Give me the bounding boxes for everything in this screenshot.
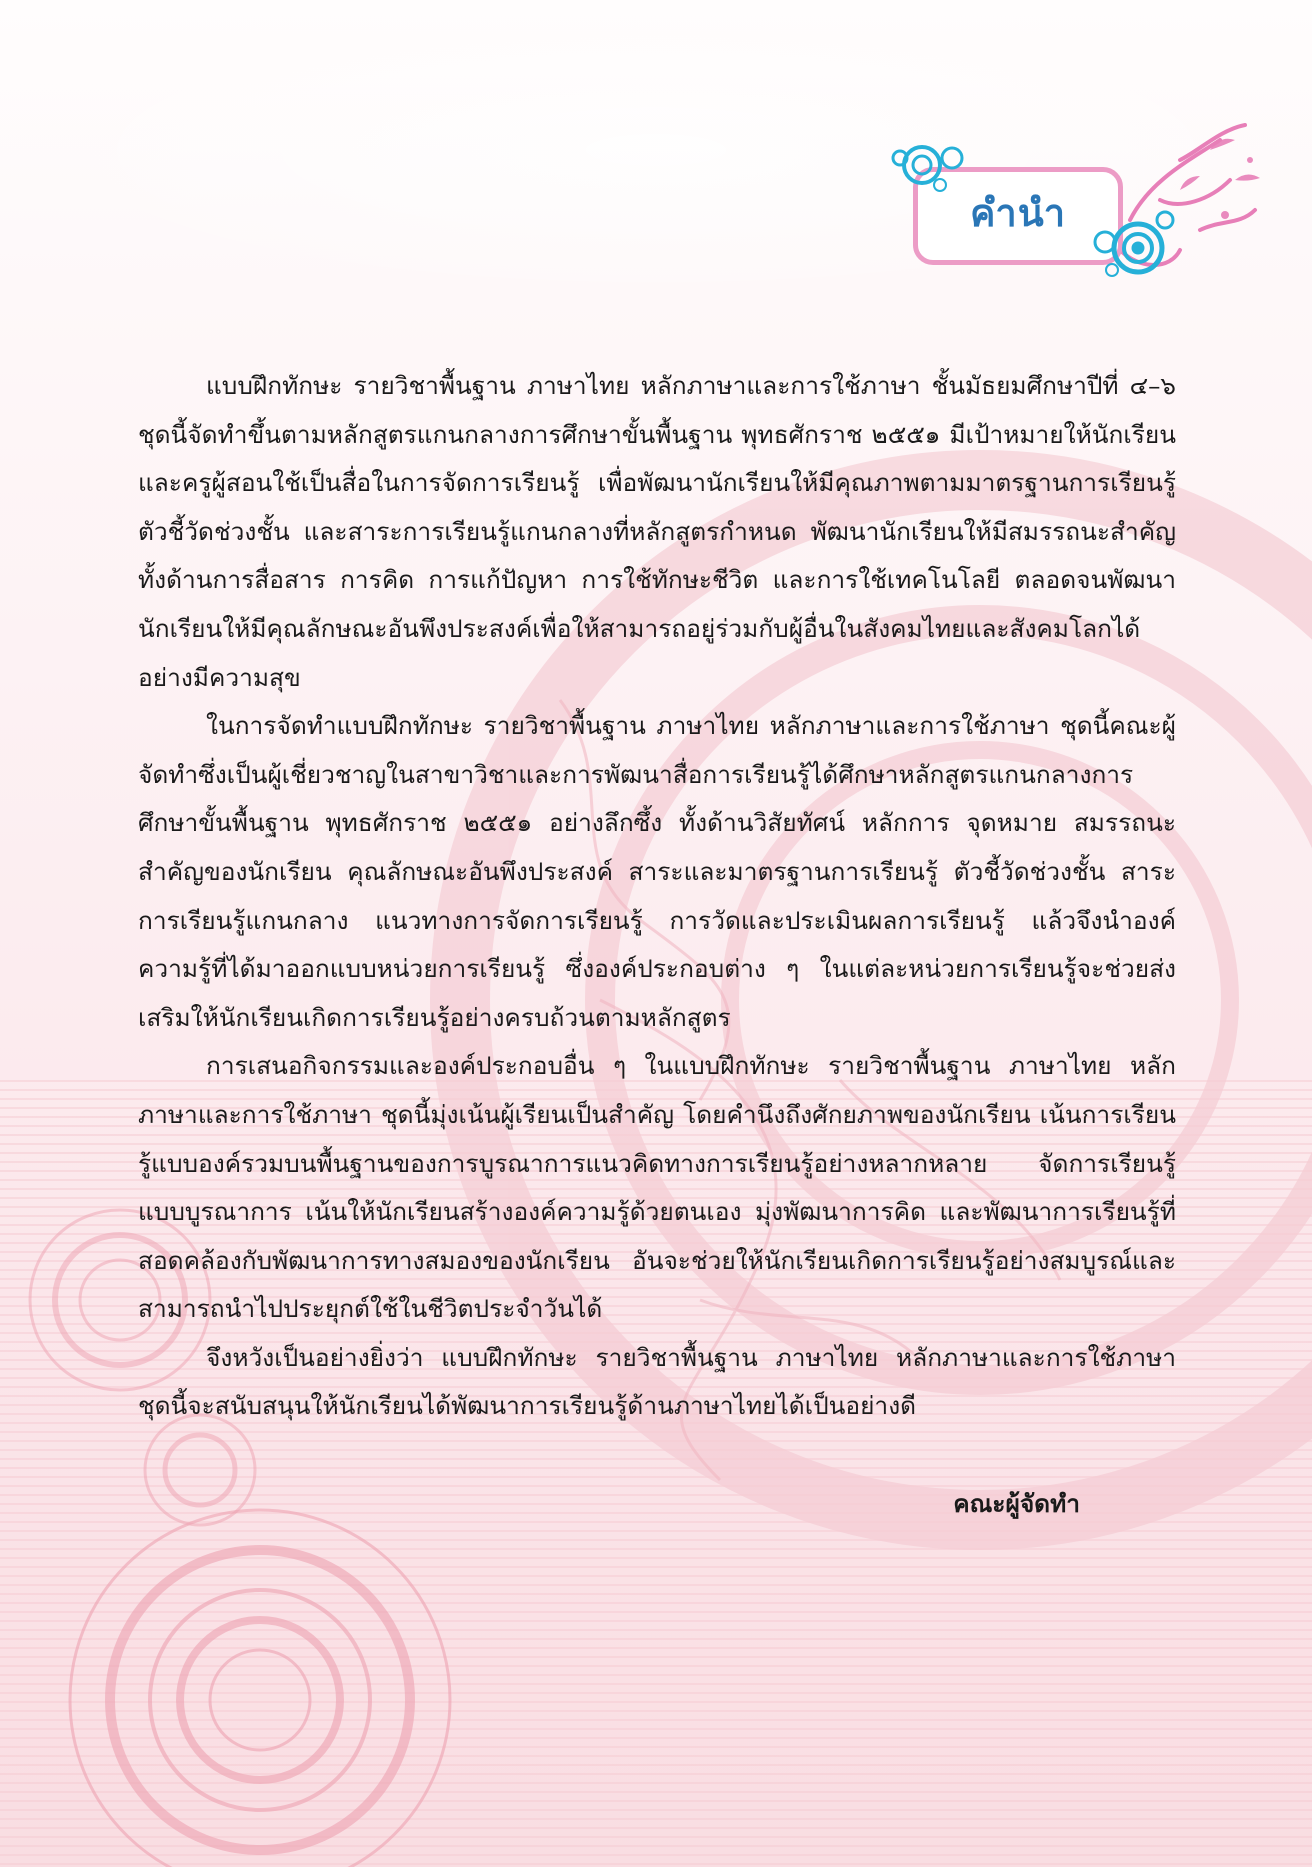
paragraph-3: การเสนอกิจกรรมและองค์ประกอบอื่น ๆ ในแบบฝึกทักษะ รายวิชาพื้นฐาน ภาษาไทย หลักภาษาและการใช้ภาษา ชุดนี้มุ่งเน้นผู้เรียนเป็นสำคัญ โดยคำนึงถึงศักยภาพของนักเรียน เน้นการเรียนรู้แบบองค์รวมบนพื้นฐานของการบูรณาการแนวคิดทางการเรียนรู้อย่างหลากหลาย จัดการเรียนรู้แบบบูรณาการ เน้นให้นักเรียนสร้างองค์ความรู้ด้วยตนเอง มุ่งพัฒนาการคิด และพัฒนาการเรียนรู้ที่สอดคล้องกับพัฒนาการทางสมองของนักเรียน อันจะช่วยให้นักเรียนเกิดการเรียนรู้อย่างสมบูรณ์และสามารถนำไปประยุกต์ใช้ในชีวิตประจำวันได้ (138, 1051, 1176, 1324)
paragraph-2: ในการจัดทำแบบฝึกทักษะ รายวิชาพื้นฐาน ภาษาไทย หลักภาษาและการใช้ภาษา ชุดนี้คณะผู้จัดทำซึ่งเป็นผู้เชี่ยวชาญในสาขาวิชาและการพัฒนาสื่อการเรียนรู้ได้ศึกษาหลักสูตรแกนกลางการศึกษาขั้นพื้นฐาน พุทธศักราช ๒๕๕๑ อย่างลึกซึ้ง ทั้งด้านวิสัยทัศน์ หลักการ จุดหมาย สมรรถนะสำคัญของนักเรียน คุณลักษณะอันพึงประสงค์ สาระและมาตรฐานการเรียนรู้ ตัวชี้วัดช่วงชั้น สาระการเรียนรู้แกนกลาง แนวทางการจัดการเรียนรู้ การวัดและประเมินผลการเรียนรู้ แล้วจึงนำองค์ความรู้ที่ได้มาออกแบบหน่วยการเรียนรู้ ซึ่งองค์ประกอบต่าง ๆ ในแต่ละหน่วยการเรียนรู้จะช่วยส่งเสริมให้นักเรียนเกิดการเรียนรู้อย่างครบถ้วนตามหลักสูตร (138, 711, 1176, 1032)
signature: คณะผู้จัดทำ (953, 1489, 1080, 1518)
title-badge (880, 120, 1280, 310)
page-title: คำนำ (969, 191, 1067, 235)
foreword-body (138, 362, 1176, 1431)
paragraph-1: แบบฝึกทักษะ รายวิชาพื้นฐาน ภาษาไทย หลักภาษาและการใช้ภาษา ชั้นมัธยมศึกษาปีที่ ๔–๖ ชุดนี้จัดทำขึ้นตามหลักสูตรแกนกลางการศึกษาขั้นพื้นฐาน พุทธศักราช ๒๕๕๑ มีเป้าหมายให้นักเรียนและครูผู้สอนใช้เป็นสื่อในการจัดการเรียนรู้ เพื่อพัฒนานักเรียนให้มีคุณภาพตามมาตรฐานการเรียนรู้ ตัวชี้วัดช่วงชั้น และสาระการเรียนรู้แกนกลางที่หลักสูตรกำหนด พัฒนานักเรียนให้มีสมรรถนะสำคัญทั้งด้านการสื่อสาร การคิด การแก้ปัญหา การใช้ทักษะชีวิต และการใช้เทคโนโลยี ตลอดจนพัฒนานักเรียนให้มีคุณลักษณะอันพึงประสงค์เพื่อให้สามารถอยู่ร่วมกับผู้อื่นในสังคมไทยและสังคมโลกได้อย่างมีความสุข (138, 371, 1176, 692)
paragraph-4: จึงหวังเป็นอย่างยิ่งว่า แบบฝึกทักษะ รายวิชาพื้นฐาน ภาษาไทย หลักภาษาและการใช้ภาษา ชุดนี้จะสนับสนุนให้นักเรียนได้พัฒนาการเรียนรู้ด้านภาษาไทยได้เป็นอย่างดี (138, 1342, 1176, 1421)
